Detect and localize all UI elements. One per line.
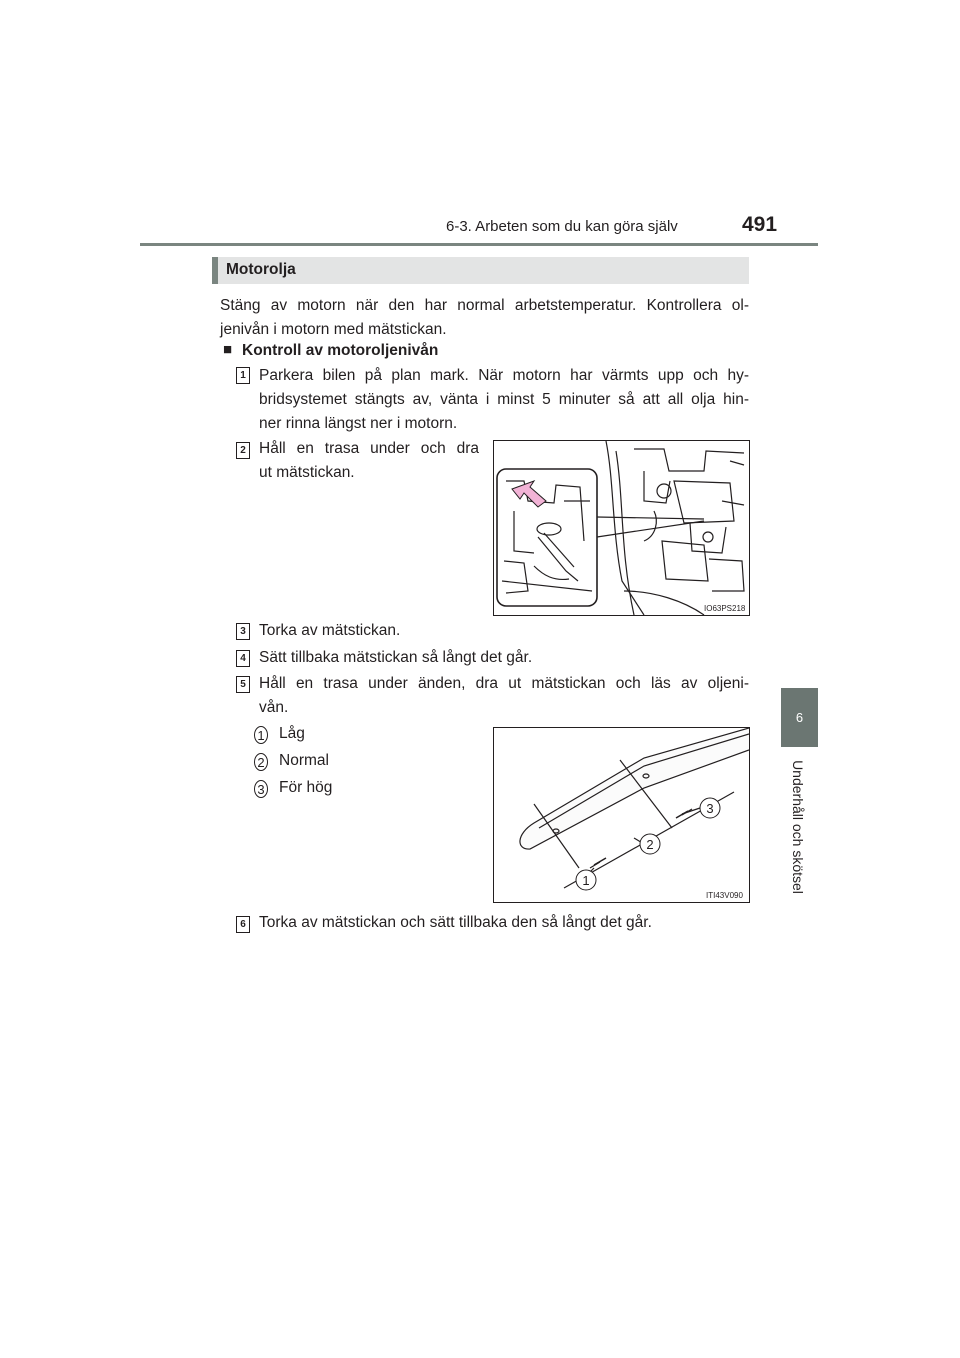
dipstick-figure-code: ITI43V090 bbox=[706, 891, 743, 900]
step-number-6: 6 bbox=[236, 916, 250, 933]
level-label-normal: Normal bbox=[279, 752, 329, 769]
dipstick-callout-2: 2 bbox=[646, 837, 654, 852]
engine-bay-dipstick-illustration-icon bbox=[494, 441, 749, 615]
step-number-2: 2 bbox=[236, 442, 250, 459]
step-number-5: 5 bbox=[236, 676, 250, 693]
step-1-line-2: bridsystemet stängts av, vänta i minst 5 minuter så att all olja hin- bbox=[259, 391, 749, 408]
step-6-text: Torka av mätstickan och sätt tillbaka den så långt det går. bbox=[259, 914, 652, 931]
step-3-text: Torka av mätstickan. bbox=[259, 622, 401, 639]
bullet-icon: ■ bbox=[223, 341, 233, 358]
section-title-bar bbox=[212, 257, 749, 284]
section-title: Motorolja bbox=[226, 261, 296, 278]
dipstick-level-illustration-icon bbox=[494, 728, 749, 902]
engine-bay-figure bbox=[493, 440, 750, 616]
header-divider bbox=[140, 243, 818, 246]
chapter-side-label bbox=[786, 757, 810, 897]
intro-line-2: jenivån i motorn med mätstickan. bbox=[220, 321, 447, 338]
section-accent bbox=[212, 257, 218, 284]
subheading: Kontroll av motoroljenivån bbox=[242, 342, 439, 359]
step-5-line-2: vån. bbox=[259, 699, 289, 716]
page-number: 491 bbox=[742, 213, 778, 236]
level-label-high: För hög bbox=[279, 779, 333, 796]
step-number-1: 1 bbox=[236, 367, 250, 384]
step-4-text: Sätt tillbaka mätstickan så långt det går. bbox=[259, 649, 533, 666]
chapter-side-text: Underhåll och skötsel bbox=[790, 760, 806, 894]
step-number-3: 3 bbox=[236, 623, 250, 640]
step-5-line-1: Håll en trasa under änden, dra ut mätstickan och läs av oljeni- bbox=[259, 675, 749, 692]
engine-figure-code: IO63PS218 bbox=[704, 604, 746, 613]
dipstick-callout-3: 3 bbox=[706, 801, 714, 816]
dipstick-figure bbox=[493, 727, 750, 903]
dipstick-callout-1: 1 bbox=[582, 873, 590, 888]
step-2-line-1: Håll en trasa under och dra bbox=[259, 440, 479, 457]
step-1-line-1: Parkera bilen på plan mark. När motorn har värmts upp och hy- bbox=[259, 367, 749, 384]
intro-line-1: Stäng av motorn när den har normal arbetstemperatur. Kontrollera ol- bbox=[220, 297, 749, 314]
level-number-1: 1 bbox=[254, 726, 268, 744]
step-1-line-3: ner rinna längst ner i motorn. bbox=[259, 415, 458, 432]
chapter-reference: 6-3. Arbeten som du kan göra själv bbox=[446, 218, 678, 235]
level-number-2: 2 bbox=[254, 753, 268, 771]
step-2-line-2: ut mätstickan. bbox=[259, 464, 355, 481]
level-label-low: Låg bbox=[279, 725, 305, 742]
level-number-3: 3 bbox=[254, 780, 268, 798]
chapter-tab: 6 bbox=[781, 688, 818, 747]
step-number-4: 4 bbox=[236, 650, 250, 667]
